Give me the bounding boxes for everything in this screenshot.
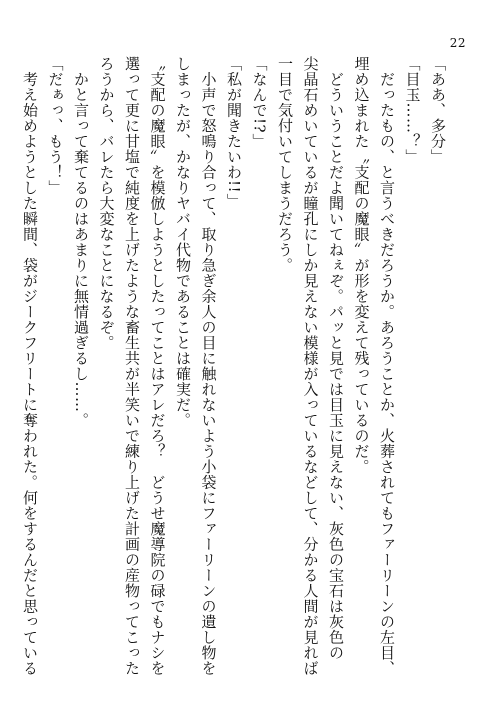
text-line: 埋め込まれた〝支配の魔眼〟が形を変えて残っているのだ。 bbox=[352, 56, 371, 475]
text-line: 「だぁっ、もう！」 bbox=[46, 56, 65, 196]
text-line: だったもの、と言うべきだろうか。あろうことか、火葬されてもファーリーンの左目、 bbox=[378, 56, 396, 676]
text-line: かと言って棄てるのはあまりに無情過ぎるし……。 bbox=[72, 56, 90, 428]
text-line: 小声で怒鳴り合って、取り急ぎ余人の目に触れないよう小袋にファーリーンの遺し物を bbox=[199, 56, 218, 676]
text-line: ろうから、バレたら大変なことになるぞ。 bbox=[97, 56, 116, 351]
text-line: 「なんで!?」 bbox=[250, 56, 269, 149]
text-line: 「目玉……？」 bbox=[403, 56, 422, 165]
page-number: 22 bbox=[449, 36, 466, 50]
vertical-text-body bbox=[21, 56, 450, 676]
text-line: 選って更に甘塩で純度を上げたような畜生共が半笑いで練り上げた計画の産物ってこった bbox=[123, 56, 141, 676]
text-line: 考え始めようとした瞬間、袋がジークフリートに奪われた。何をするんだと思っている bbox=[21, 56, 39, 676]
text-line: 「ああ、多分」 bbox=[429, 56, 447, 165]
text-line: どういうことだよ聞いてねぇぞ。パッと見では目玉に見えない、灰色の宝石は灰色の bbox=[327, 56, 345, 661]
text-line: 一目で気付いてしまうだろう。 bbox=[276, 56, 294, 273]
text-line: しまったが、かなりヤバイ代物であることは確実だ。 bbox=[174, 56, 192, 428]
text-line: 尖晶石めいているが瞳孔にしか見えない模様が入っているなどして、分かる人間が見れば bbox=[301, 56, 320, 676]
text-line: 「私が聞きたいわ!!」 bbox=[225, 56, 243, 209]
text-line: 〝支配の魔眼〟を模倣しようとしたってことはアレだろ？ どうせ魔導院の碌でもナシを bbox=[148, 56, 167, 676]
